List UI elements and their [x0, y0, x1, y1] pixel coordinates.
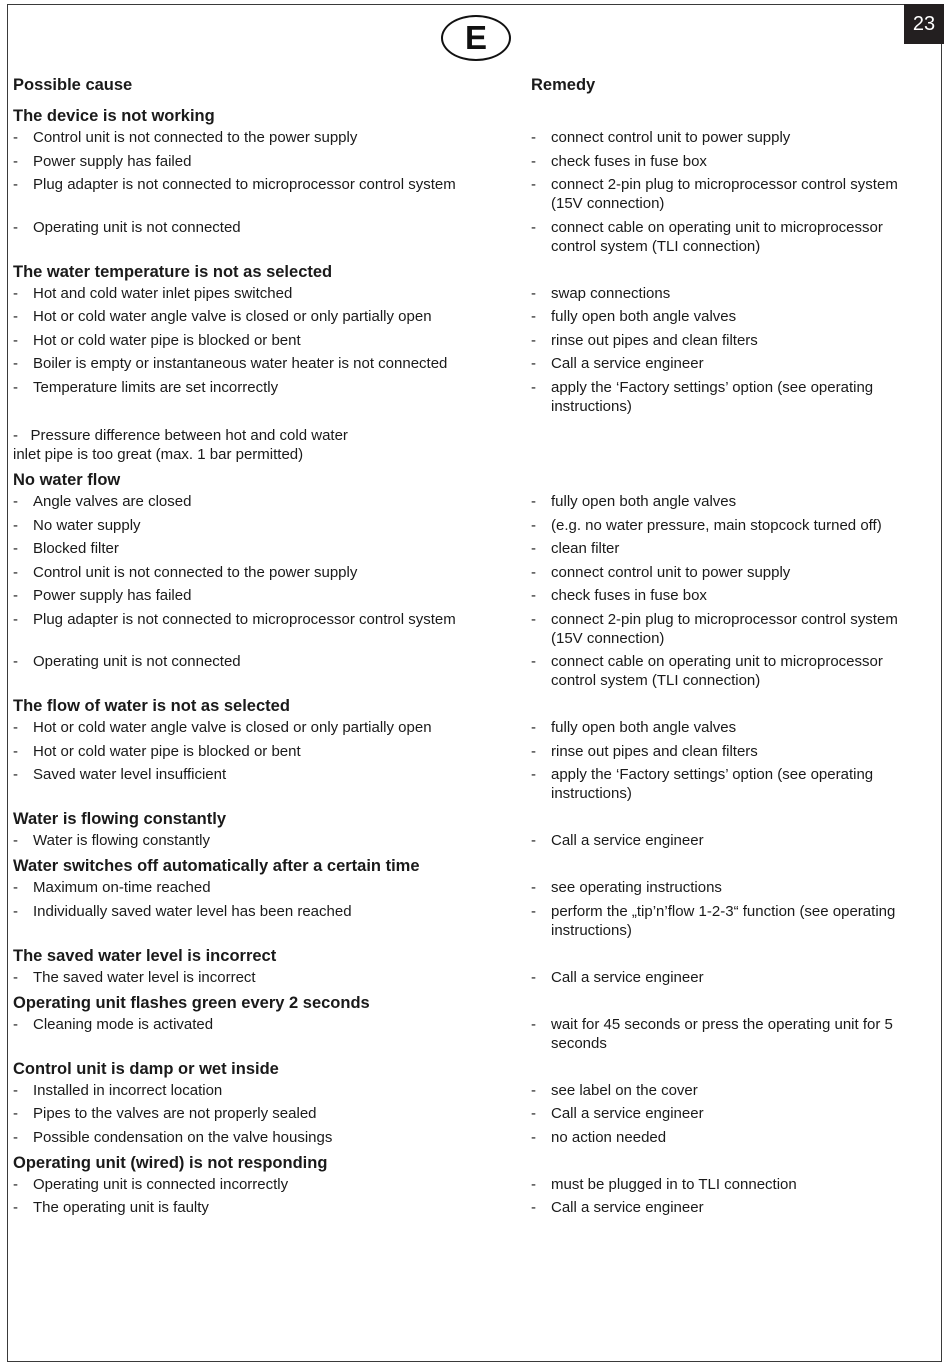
bullet-dash: - — [13, 540, 18, 557]
bullet-dash: - — [13, 331, 18, 349]
cause-text: Plug adapter is not connected to microprocessor control system — [33, 610, 456, 628]
table-row — [13, 492, 928, 511]
remedy-text: Call a service engineer — [551, 832, 704, 849]
remedy-cell — [531, 1015, 928, 1053]
cause-cell — [13, 307, 531, 326]
remedy-text: see operating instructions — [551, 879, 722, 896]
bullet-dash: - — [13, 1081, 18, 1099]
cause-text: Pipes to the valves are not properly sealed — [33, 1105, 317, 1122]
table-row — [13, 1104, 928, 1123]
section-title: Operating unit (wired) is not responding — [13, 1153, 328, 1172]
bullet-dash: - — [531, 1199, 536, 1216]
cause-cell — [13, 152, 531, 171]
table-row — [13, 516, 928, 535]
remedy-text: perform the „tip’n’flow 1-2-3“ function (see operating instructions) — [551, 902, 896, 939]
remedy-cell — [531, 307, 928, 326]
cause-text: No water supply — [33, 516, 141, 534]
remedy-cell — [531, 175, 928, 213]
remedy-text: connect control unit to power supply — [551, 563, 791, 581]
cause-text: Control unit is not connected to the power supply — [33, 129, 358, 146]
bullet-dash: - — [13, 719, 18, 736]
cause-text: Blocked filter — [33, 540, 119, 557]
remedy-text: must be plugged in to TLI connection — [551, 1175, 797, 1193]
cause-cell — [13, 1081, 531, 1100]
remedy-cell — [531, 563, 928, 582]
section-title: The flow of water is not as selected — [13, 697, 290, 715]
table-row — [13, 563, 928, 582]
bullet-dash: - — [531, 832, 536, 849]
remedy-text: rinse out pipes and clean filters — [551, 742, 758, 760]
cause-text: Hot or cold water pipe is blocked or bent — [33, 331, 301, 349]
cause-cell — [13, 492, 531, 511]
cause-text: Temperature limits are set incorrectly — [33, 378, 279, 396]
table-row — [13, 831, 928, 850]
page-number: 23 — [904, 4, 944, 44]
bullet-dash: - — [13, 1199, 18, 1216]
section — [13, 1152, 928, 1218]
table-row — [13, 354, 928, 373]
bullet-dash: - — [13, 1015, 18, 1033]
cause-text: Hot or cold water pipe is blocked or bent — [33, 742, 301, 760]
cause-cell — [13, 218, 531, 256]
remedy-cell — [531, 586, 928, 605]
cause-cell — [13, 331, 531, 350]
bullet-dash: - — [13, 355, 18, 372]
remedy-text: check fuses in fuse box — [551, 152, 707, 170]
table-row — [13, 652, 928, 690]
remedy-cell — [531, 1081, 928, 1100]
bullet-dash: - — [531, 1175, 536, 1193]
remedy-text: Call a service engineer — [551, 1105, 704, 1122]
bullet-dash: - — [13, 610, 18, 628]
remedy-text: fully open both angle valves — [551, 719, 737, 736]
cause-cell — [13, 516, 531, 535]
section-title: The saved water level is incorrect — [13, 946, 277, 965]
table-row — [13, 765, 928, 803]
table-row — [13, 331, 928, 350]
bullet-dash: - — [13, 653, 18, 670]
cause-text: Operating unit is not connected — [33, 218, 241, 236]
cause-cell — [13, 718, 531, 737]
section-title: Control unit is damp or wet inside — [13, 1059, 279, 1078]
remedy-text: connect 2-pin plug to microprocessor control system (15V connection) — [551, 176, 898, 212]
remedy-cell — [531, 652, 928, 690]
cause-cell — [13, 902, 531, 940]
section — [13, 808, 928, 850]
remedy-cell — [531, 831, 928, 850]
cause-cell — [13, 354, 531, 373]
section — [13, 469, 928, 690]
remedy-text: rinse out pipes and clean filters — [551, 331, 758, 349]
cause-cell — [13, 563, 531, 582]
remedy-cell — [531, 765, 928, 803]
cause-text: Installed in incorrect location — [33, 1081, 223, 1099]
cause-cell — [13, 1128, 531, 1147]
remedy-text: connect cable on operating unit to microprocessor control system (TLI connection) — [551, 218, 883, 255]
bullet-dash: - — [13, 1128, 18, 1146]
section-title: The device is not working — [13, 107, 215, 125]
bullet-dash: - — [13, 832, 18, 849]
cause-cell — [13, 378, 531, 416]
table-row — [13, 586, 928, 605]
cause-text: Power supply has failed — [33, 152, 192, 170]
cause-text: Hot or cold water angle valve is closed or only partially open — [33, 308, 432, 325]
remedy-cell — [531, 516, 928, 535]
remedy-text: connect control unit to power supply — [551, 129, 791, 146]
remedy-cell — [531, 218, 928, 256]
remedy-cell — [531, 902, 928, 940]
cause-text: Operating unit is connected incorrectly — [33, 1175, 289, 1193]
section-title: Water is flowing constantly — [13, 810, 226, 828]
table-row — [13, 742, 928, 761]
remedy-cell — [531, 1175, 928, 1194]
table-row — [13, 1175, 928, 1194]
section-title: Water switches off automatically after a certain time — [13, 857, 420, 875]
bullet-dash: - — [531, 129, 536, 146]
table-row — [13, 878, 928, 897]
sections — [13, 105, 928, 1217]
cause-cell — [13, 968, 531, 987]
cause-cell — [13, 610, 531, 648]
section — [13, 945, 928, 987]
section — [13, 105, 928, 256]
cause-cell — [13, 128, 531, 147]
remedy-cell — [531, 152, 928, 171]
cause-text: Hot or cold water angle valve is closed or only partially open — [33, 719, 432, 736]
table-row — [13, 1015, 928, 1053]
troubleshooting-table — [13, 74, 928, 1222]
section-title: No water flow — [13, 471, 121, 489]
bullet-dash: - — [13, 902, 18, 920]
bullet-dash: - — [531, 1015, 536, 1033]
remedy-text: see label on the cover — [551, 1081, 698, 1099]
section — [13, 1058, 928, 1147]
cause-cell — [13, 586, 531, 605]
remedy-text: Call a service engineer — [551, 355, 704, 372]
bullet-dash: - — [531, 218, 536, 236]
cause-cell — [13, 539, 531, 558]
column-headers — [13, 74, 928, 97]
cause-cell — [13, 1104, 531, 1123]
bullet-dash: - — [531, 516, 536, 534]
bullet-dash: - — [531, 610, 536, 628]
bullet-dash: - — [13, 968, 18, 986]
bullet-dash: - — [13, 879, 18, 896]
cause-text: Water is flowing constantly — [33, 832, 211, 849]
section-title: Operating unit flashes green every 2 seconds — [13, 993, 370, 1012]
bullet-dash: - — [531, 766, 536, 783]
section — [13, 695, 928, 803]
cause-text: Hot and cold water inlet pipes switched — [33, 284, 293, 302]
bullet-dash: - — [13, 218, 18, 236]
remedy-text: wait for 45 seconds or press the operating unit for 5 seconds — [551, 1015, 893, 1052]
cause-text: Possible condensation on the valve housings — [33, 1128, 333, 1146]
cause-text: Maximum on-time reached — [33, 879, 211, 896]
table-row — [13, 218, 928, 256]
bullet-dash: - — [531, 540, 536, 557]
bullet-dash: - — [531, 587, 536, 604]
cause-text: Control unit is not connected to the power supply — [33, 563, 358, 581]
remedy-cell — [531, 610, 928, 648]
cause-text: Operating unit is not connected — [33, 653, 241, 670]
cause-text: Power supply has failed — [33, 587, 192, 604]
table-row — [13, 307, 928, 326]
table-row — [13, 902, 928, 940]
table-row — [13, 284, 928, 303]
remedy-cell — [531, 878, 928, 897]
cause-text: Individually saved water level has been reached — [33, 902, 352, 920]
bullet-dash: - — [531, 1105, 536, 1122]
section-note-line: inlet pipe is too great (max. 1 bar permitted) — [13, 446, 304, 463]
cause-cell — [13, 831, 531, 850]
remedy-text: apply the ‘Factory settings’ option (see operating instructions) — [551, 766, 874, 802]
cause-text: Plug adapter is not connected to microprocessor control system — [33, 176, 456, 193]
section — [13, 261, 928, 465]
table-row — [13, 1128, 928, 1147]
bullet-dash: - — [13, 152, 18, 170]
bullet-dash: - — [531, 331, 536, 349]
remedy-cell — [531, 492, 928, 511]
remedy-text: Call a service engineer — [551, 1199, 704, 1216]
bullet-dash: - — [13, 766, 18, 783]
remedy-text: swap connections — [551, 284, 671, 302]
remedy-text: (e.g. no water pressure, main stopcock turned off) — [551, 516, 882, 534]
remedy-cell — [531, 331, 928, 350]
bullet-dash: - — [13, 308, 18, 325]
remedy-cell — [531, 1128, 928, 1147]
table-row — [13, 378, 928, 416]
bullet-dash: - — [13, 284, 18, 302]
cause-cell — [13, 1198, 531, 1217]
language-badge: E — [441, 15, 511, 61]
section-title: The water temperature is not as selected — [13, 262, 333, 281]
bullet-dash: - — [13, 1175, 18, 1193]
bullet-dash: - — [531, 284, 536, 302]
bullet-dash: - — [531, 378, 536, 396]
remedy-text: no action needed — [551, 1128, 667, 1146]
bullet-dash: - — [13, 129, 18, 146]
cause-cell — [13, 652, 531, 690]
bullet-dash: - — [531, 563, 536, 581]
cause-cell — [13, 742, 531, 761]
table-row — [13, 128, 928, 147]
bullet-dash: - — [13, 1105, 18, 1122]
remedy-text: check fuses in fuse box — [551, 587, 707, 604]
remedy-text: Call a service engineer — [551, 968, 704, 986]
bullet-dash: - — [531, 1081, 536, 1099]
remedy-cell — [531, 742, 928, 761]
bullet-dash: - — [13, 378, 18, 396]
cause-cell — [13, 878, 531, 897]
bullet-dash: - — [531, 308, 536, 325]
bullet-dash: - — [531, 355, 536, 372]
cause-text: Boiler is empty or instantaneous water heater is not connected — [33, 355, 448, 372]
table-row — [13, 968, 928, 987]
remedy-text: fully open both angle valves — [551, 493, 737, 510]
section — [13, 992, 928, 1053]
table-row — [13, 1198, 928, 1217]
bullet-dash: - — [531, 742, 536, 760]
remedy-cell — [531, 284, 928, 303]
remedy-text: connect cable on operating unit to microprocessor control system (TLI connection) — [551, 653, 883, 689]
bullet-dash: - — [13, 516, 18, 534]
bullet-dash: - — [531, 653, 536, 670]
bullet-dash: - — [13, 563, 18, 581]
cause-cell — [13, 1015, 531, 1053]
cause-cell — [13, 1175, 531, 1194]
bullet-dash: - — [531, 1128, 536, 1146]
remedy-cell — [531, 354, 928, 373]
bullet-dash: - — [531, 176, 536, 193]
section-note-line: - Pressure difference between hot and cold water — [13, 427, 348, 444]
cause-text: The operating unit is faulty — [33, 1199, 209, 1216]
bullet-dash: - — [13, 176, 18, 193]
cause-text: Saved water level insufficient — [33, 766, 227, 783]
remedy-text: fully open both angle valves — [551, 308, 737, 325]
remedy-text: apply the ‘Factory settings’ option (see operating instructions) — [551, 378, 874, 415]
cause-cell — [13, 765, 531, 803]
section — [13, 855, 928, 940]
bullet-dash: - — [531, 719, 536, 736]
cause-cell — [13, 284, 531, 303]
bullet-dash: - — [531, 968, 536, 986]
table-row — [13, 718, 928, 737]
remedy-cell — [531, 968, 928, 987]
remedy-text: connect 2-pin plug to microprocessor control system (15V connection) — [551, 610, 898, 647]
cause-text: Cleaning mode is activated — [33, 1015, 214, 1033]
remedy-cell — [531, 1104, 928, 1123]
bullet-dash: - — [531, 879, 536, 896]
table-row — [13, 1081, 928, 1100]
table-row — [13, 610, 928, 648]
cause-column-header: Possible cause — [13, 76, 133, 94]
bullet-dash: - — [531, 902, 536, 920]
cause-text: The saved water level is incorrect — [33, 968, 256, 986]
bullet-dash: - — [13, 587, 18, 604]
remedy-text: clean filter — [551, 540, 620, 557]
cause-text: Angle valves are closed — [33, 493, 192, 510]
remedy-cell — [531, 539, 928, 558]
remedy-cell — [531, 718, 928, 737]
remedy-cell — [531, 128, 928, 147]
remedy-cell — [531, 378, 928, 416]
table-row — [13, 539, 928, 558]
cause-cell — [13, 175, 531, 213]
remedy-column-header: Remedy — [531, 76, 596, 94]
table-row — [13, 175, 928, 213]
bullet-dash: - — [531, 152, 536, 170]
table-row — [13, 152, 928, 171]
bullet-dash: - — [13, 493, 18, 510]
bullet-dash: - — [13, 742, 18, 760]
bullet-dash: - — [531, 493, 536, 510]
remedy-cell — [531, 1198, 928, 1217]
